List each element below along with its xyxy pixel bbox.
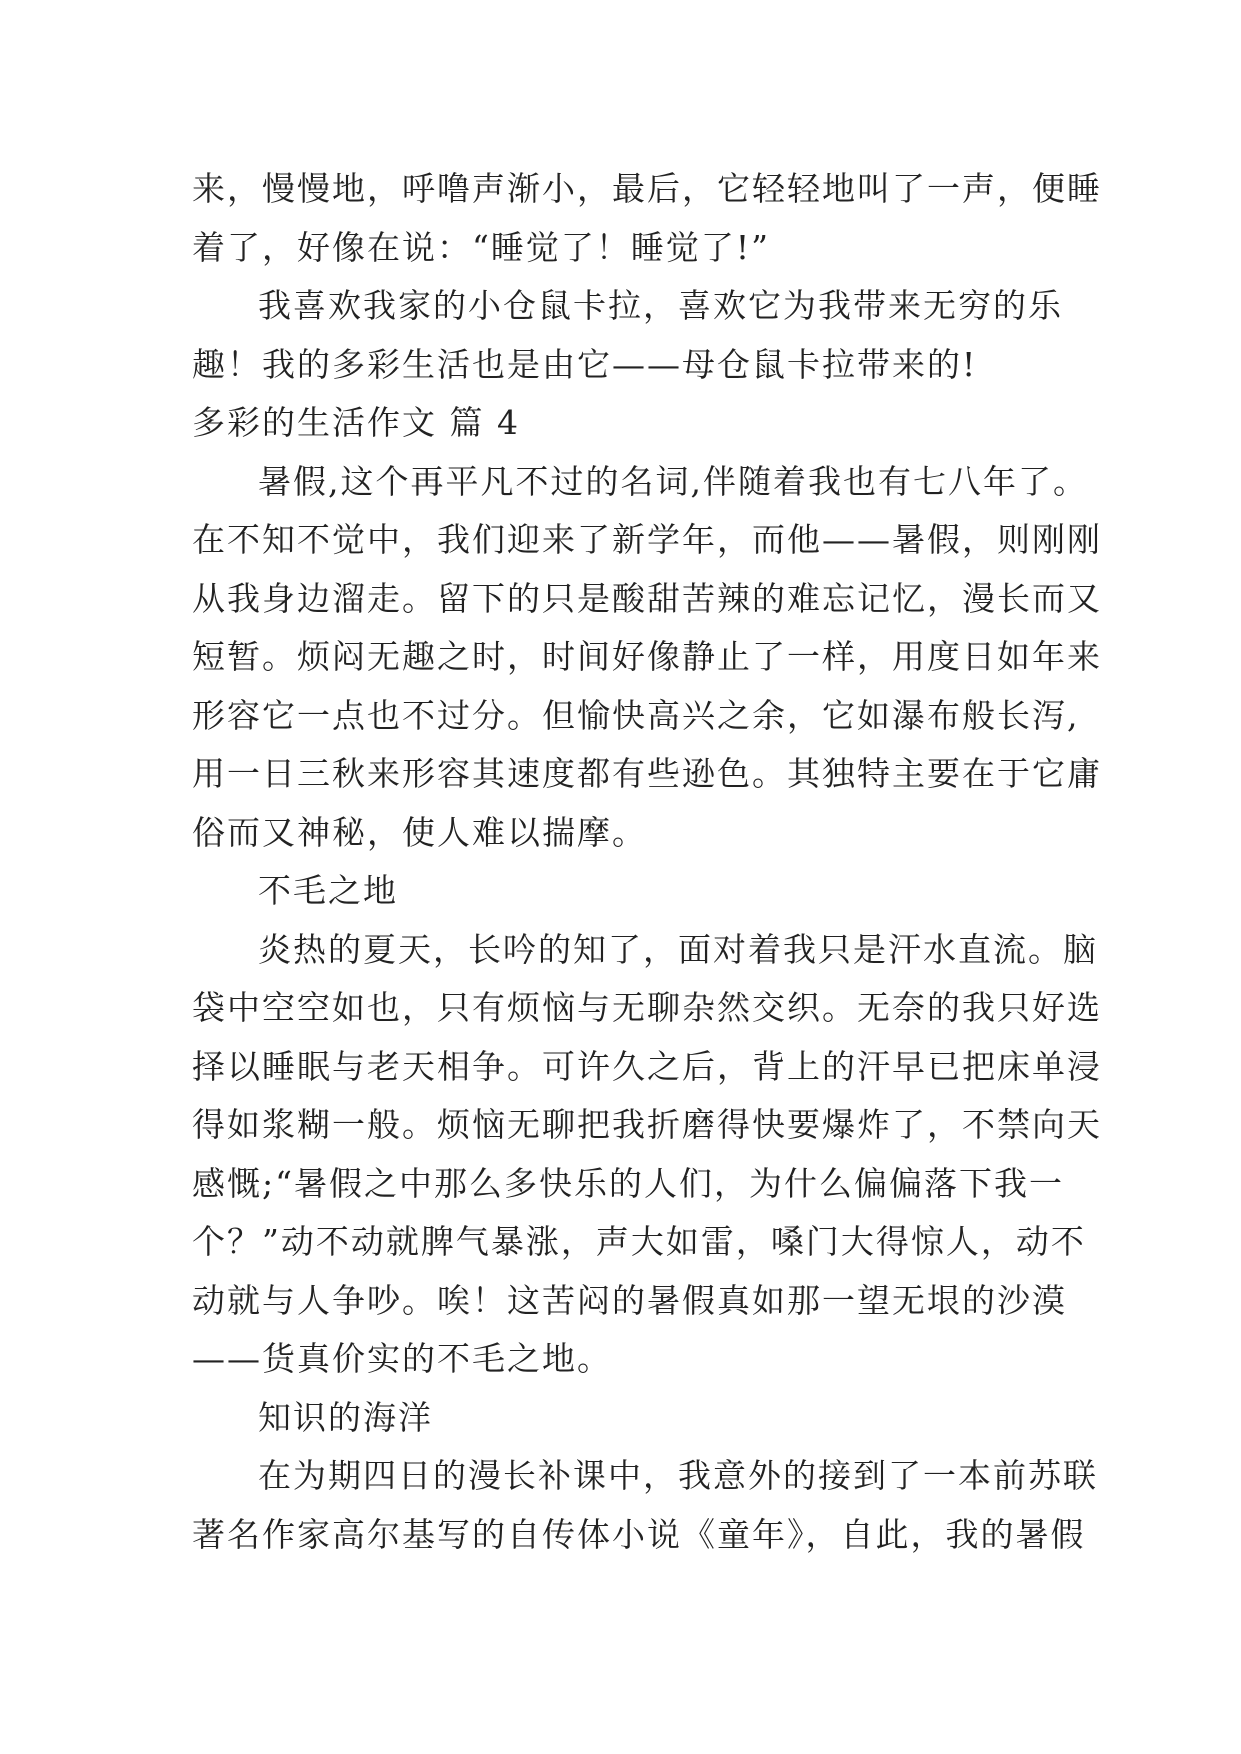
text-line: 在不知不觉中，我们迎来了新学年，而他——暑假，则刚刚 [192, 520, 1102, 559]
text-line: 趣！我的多彩生活也是由它——母仓鼠卡拉带来的! [192, 344, 978, 384]
text-line: 从我身边溜走。留下的只是酸甜苦辣的难忘记忆，漫长而又 [192, 578, 1102, 618]
text-line: 得如浆糊一般。烦恼无聊把我折磨得快要爆炸了，不禁向天 [192, 1105, 1102, 1144]
text-line: 俗而又神秘，使人难以揣摩。 [192, 812, 647, 852]
text-line: 暑假,这个再平凡不过的名词,伴随着我也有七八年了。 [258, 461, 1088, 501]
text-line: 袋中空空如也，只有烦恼与无聊杂然交织。无奈的我只好选 [192, 988, 1102, 1027]
text-line: 短暂。烦闷无趣之时，时间好像静止了一样，用度日如年来 [192, 637, 1102, 676]
text-line: 择以睡眠与老天相争。可许久之后，背上的汗早已把床单浸 [192, 1046, 1102, 1086]
text-line: 形容它一点也不过分。但愉快高兴之余，它如瀑布般长泻, [192, 695, 1080, 735]
text-line: 不毛之地 [258, 871, 398, 910]
text-line: 个？”动不动就脾气暴涨，声大如雷，嗓门大得惊人，动不 [192, 1222, 1086, 1261]
text-line: 在为期四日的漫长补课中，我意外的接到了一本前苏联 [258, 1456, 1098, 1495]
text-line: 来，慢慢地，呼噜声渐小，最后，它轻轻地叫了一声，便睡 [192, 169, 1102, 208]
text-line: 感慨;“暑假之中那么多快乐的人们，为什么偏偏落下我一 [192, 1163, 1064, 1203]
section-heading: 多彩的生活作文 篇 4 [192, 403, 520, 442]
text-line: ——货真价实的不毛之地。 [192, 1339, 612, 1378]
text-line: 动就与人争吵。唉！这苦闷的暑假真如那一望无垠的沙漠 [192, 1280, 1067, 1320]
text-line: 著名作家高尔基写的自传体小说《童年》，自此，我的暑假 [192, 1514, 1086, 1554]
document-body [192, 160, 1102, 1564]
text-line: 知识的海洋 [258, 1397, 433, 1437]
text-line: 用一日三秋来形容其速度都有些逊色。其独特主要在于它庸 [192, 754, 1102, 793]
text-line: 着了，好像在说：“睡觉了！睡觉了!” [192, 227, 771, 267]
text-line: 炎热的夏天，长吟的知了，面对着我只是汗水直流。脑 [258, 929, 1098, 969]
text-line: 我喜欢我家的小仓鼠卡拉，喜欢它为我带来无穷的乐 [258, 286, 1063, 325]
